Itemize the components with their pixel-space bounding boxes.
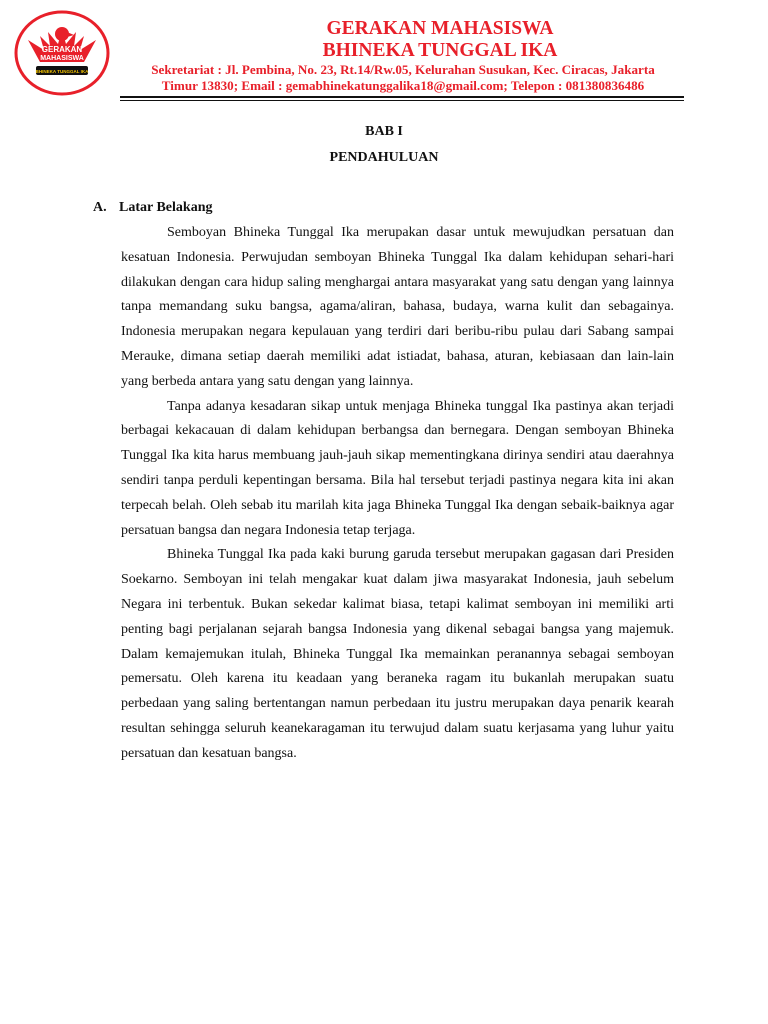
paragraph: Semboyan Bhineka Tunggal Ika merupakan dasar untuk mewujudkan persatuan dan kesatuan Indonesia. Perwujudan semboyan Bhineka Tunggal Ika dalam kehidupan sehari-hari dilakukan dengan cara hidup saling menghargai antara masyarakat yang satu dengan yang lainnya tanpa memandang suku bangsa, agama/aliran, bahasa, budaya, warna kulit dan sebagainya. Indonesia merupakan negara kepulauan yang terdiri dari beribu-ribu pulau dari Sabang sampai Merauke, dimana setiap daerah memiliki adat istiadat, bahasa, aturan, kebiasaan dan lain-lain yang berbeda antara yang satu dengan yang lainnya. xyxy=(121,225,674,389)
letterhead-divider-thick xyxy=(120,96,684,98)
chapter-title: PENDAHULUAN xyxy=(329,150,439,165)
chapter-heading: BAB I xyxy=(365,124,403,139)
body-text xyxy=(121,221,674,767)
logo-text-bottom: MAHASISWA xyxy=(40,55,84,62)
logo-ribbon-text: BHINEKA TUNGGAL IKA xyxy=(35,69,89,74)
section-heading xyxy=(93,200,212,216)
paragraph: Bhineka Tunggal Ika pada kaki burung garuda tersebut merupakan gagasan dari Presiden Soekarno. Semboyan ini telah mengakar kuat dalam jiwa masyarakat Indonesia, jauh sebelum Negara ini terbentuk. Bukan sekedar kalimat biasa, tetapi kalimat semboyan ini memiliki arti penting bagi perjalanan sejarah bangsa Indonesia yang dikenal sebagai bangsa yang majemuk. Dalam kemajemukan itulah, Bhineka Tunggal Ika memainkan peranannya sebagai semboyan pemersatu. Oleh karena itu keadaan yang beraneka ragam itu bukanlah merupakan suatu perbedaan yang saling bertentangan namun perbedaan itu justru merupakan daya penarik kearah resultan sehingga seluruh keanekaragaman itu terwujud dalam suatu kerjasama yang luhur yaitu persatuan dan kesatuan bangsa. xyxy=(121,547,674,761)
paragraph: Tanpa adanya kesadaran sikap untuk menjaga Bhineka tunggal Ika pastinya akan terjadi berbagai kekacauan di dalam kehidupan berbangsa dan bernegara. Dengan semboyan Bhineka Tunggal Ika kita harus membuang jauh-jauh sikap mementingkana dirinya sendiri atau daerahnya sendiri tanpa perduli kepentingan bersama. Bila hal tersebut terjadi pastinya negara kita ini akan terpecah belah. Oleh sebab itu marilah kita jaga Bhineka Tunggal Ika dengan sebaik-baiknya agar persatuan bangsa dan negara Indonesia tetap terjaga. xyxy=(121,398,674,538)
organization-name-line1: GERAKAN MAHASISWA xyxy=(326,18,554,39)
organization-logo xyxy=(14,10,110,96)
section-number: A. xyxy=(93,200,107,215)
logo-text-top: GERAKAN xyxy=(41,45,83,54)
address-line1: Sekretariat : Jl. Pembina, No. 23, Rt.14/Rw.05, Kelurahan Susukan, Kec. Ciracas, Jakarta xyxy=(151,62,655,77)
address-line2: Timur 13830; Email : gemabhinekatunggalika18@gmail.com; Telepon : 081380836486 xyxy=(161,78,645,93)
section-title: Latar Belakang xyxy=(119,200,213,215)
letterhead-divider-thin xyxy=(120,100,684,101)
organization-name-line2: BHINEKA TUNGGAL IKA xyxy=(322,40,558,61)
